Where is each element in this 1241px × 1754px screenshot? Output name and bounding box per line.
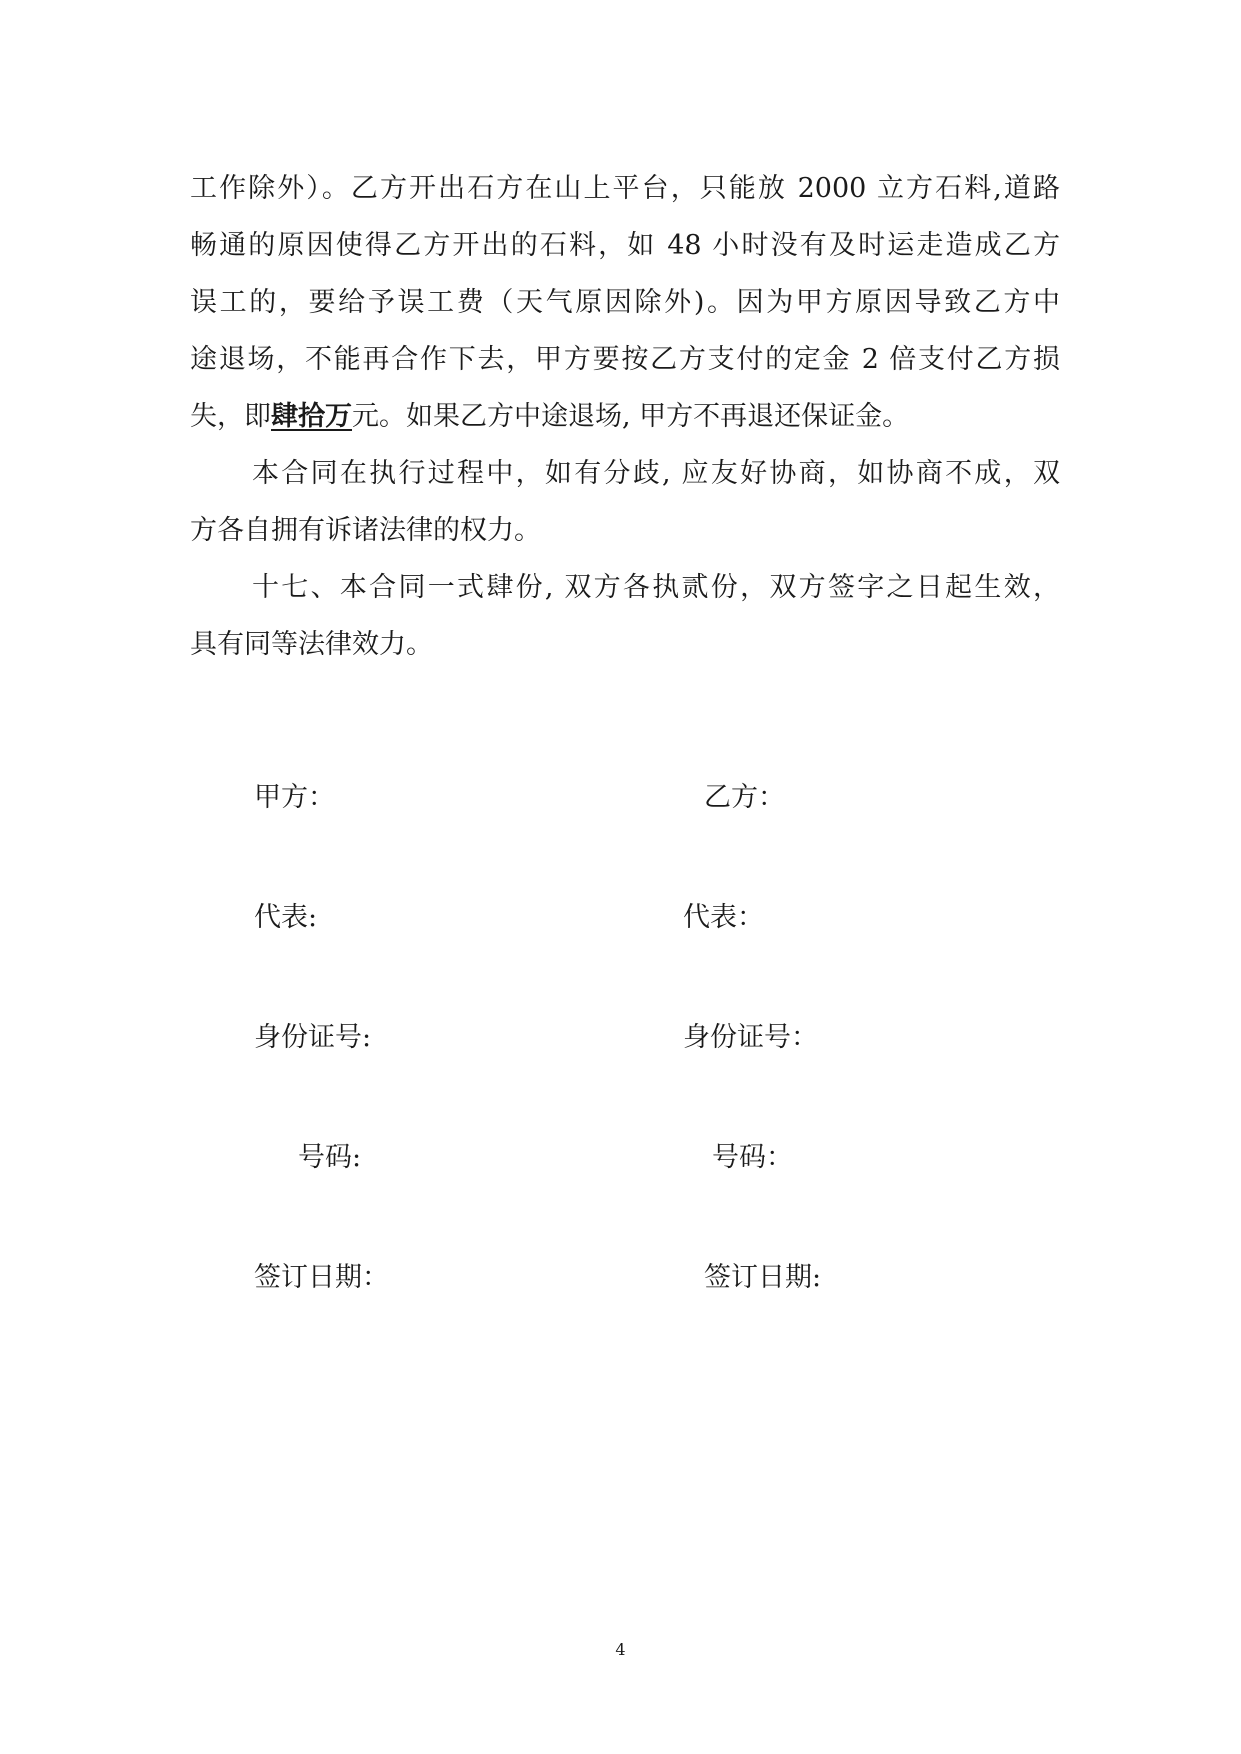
party-b-representative-label: 代表： xyxy=(683,902,764,933)
text-before-amount: 失，即 xyxy=(190,401,271,432)
party-a-date-label: 签订日期： xyxy=(254,1262,389,1293)
paragraph-line: 本合同在执行过程中，如有分歧, 应友好协商，如协商不成，双 xyxy=(252,458,1060,489)
party-a-id-label: 身份证号: xyxy=(254,1022,372,1053)
party-a-label: 甲方： xyxy=(254,782,335,813)
paragraph-line xyxy=(190,388,1060,445)
paragraph-line: 方各自拥有诉诸法律的权力。 xyxy=(190,515,541,546)
party-a-representative-label: 代表: xyxy=(254,902,318,933)
paragraph-line: 十七、本合同一式肆份, 双方各执贰份，双方签字之日起生效， xyxy=(252,572,1060,603)
party-b-label: 乙方： xyxy=(704,782,785,813)
paragraph-line: 工作除外）。乙方开出石方在山上平台，只能放 2000 立方石料,道路 xyxy=(190,173,1060,204)
text-after-amount: 元。如果乙方中途退场, 甲方不再退还保证金。 xyxy=(352,401,910,432)
paragraph-line: 误工的，要给予误工费（天气原因除外)。因为甲方原因导致乙方中 xyxy=(190,287,1060,318)
page-number: 4 xyxy=(615,1640,626,1659)
party-b-id-label: 身份证号： xyxy=(683,1022,818,1053)
paragraph-line: 具有同等法律效力。 xyxy=(190,629,433,660)
party-b-date-label: 签订日期: xyxy=(704,1262,822,1293)
paragraph-line: 途退场，不能再合作下去，甲方要按乙方支付的定金 2 倍支付乙方损 xyxy=(190,344,1060,375)
compensation-amount: 肆拾万 xyxy=(271,401,352,432)
party-a-phone-label: 号码: xyxy=(298,1142,362,1173)
paragraph-line: 畅通的原因使得乙方开出的石料，如 48 小时没有及时运走造成乙方 xyxy=(190,230,1060,261)
party-b-phone-label: 号码： xyxy=(712,1142,793,1173)
contract-body xyxy=(190,160,1060,673)
